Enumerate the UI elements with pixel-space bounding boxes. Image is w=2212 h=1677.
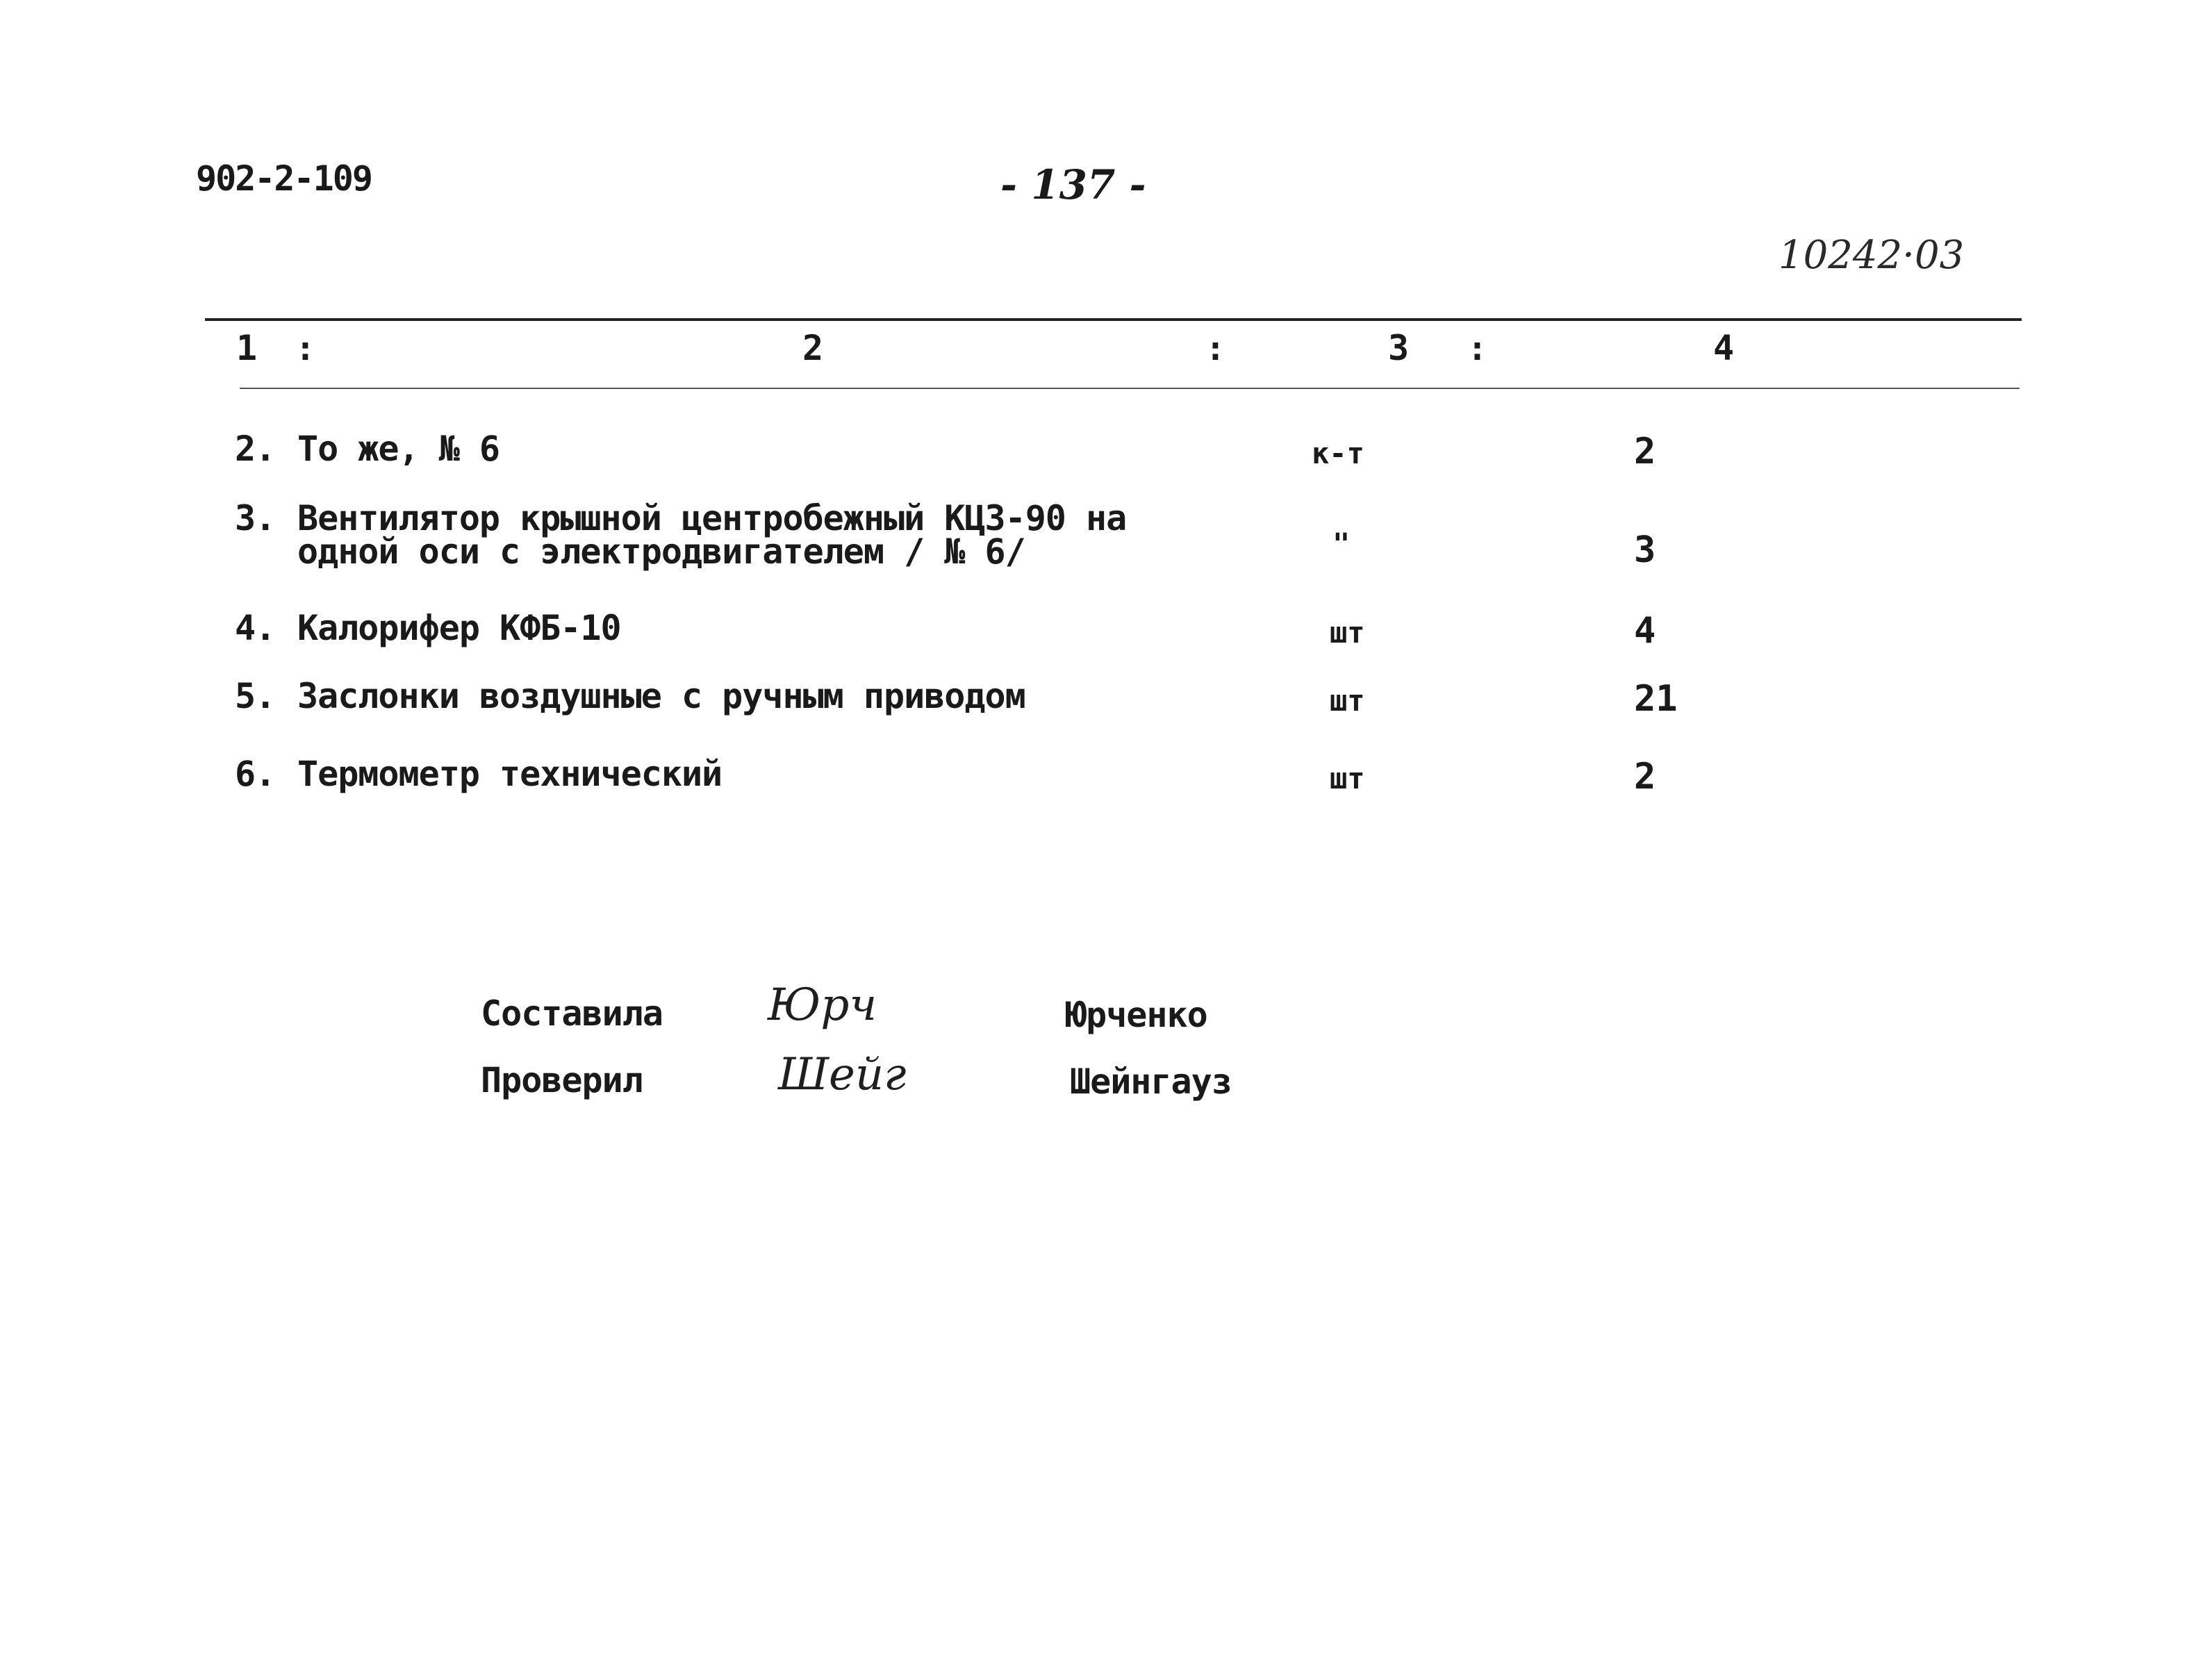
item-quantity: 2	[1634, 431, 1656, 472]
handwritten-signature: Юрч	[768, 980, 877, 1031]
item-unit: "	[1332, 527, 1351, 561]
item-unit: шт	[1330, 616, 1365, 650]
item-unit: к-т	[1312, 436, 1364, 470]
column-separator: :	[295, 329, 315, 368]
signatory-name: Шейнгауз	[1070, 1061, 1232, 1102]
column-header-4: 4	[1713, 328, 1735, 368]
item-name: То же, № 6	[297, 429, 500, 469]
row-number: 4.	[235, 608, 276, 648]
table-top-rule	[205, 318, 2022, 321]
item-quantity: 21	[1634, 678, 1678, 720]
signature-role: Составила	[481, 993, 663, 1034]
item-name-continued: одной оси с электродвигателем / № 6/	[297, 531, 1025, 572]
table-header-rule	[240, 388, 2020, 389]
page-number: - 137 -	[1000, 161, 1146, 208]
handwritten-signature: Шейг	[778, 1049, 907, 1100]
item-name: Термометр технический	[297, 754, 723, 794]
item-name: Калорифер КФБ-10	[297, 608, 621, 648]
item-unit: шт	[1330, 684, 1365, 718]
document-code: 902-2-109	[196, 158, 372, 199]
item-name: Заслонки воздушные с ручным приводом	[297, 676, 1025, 716]
item-quantity: 4	[1634, 610, 1656, 652]
row-number: 5.	[235, 676, 276, 716]
signatory-name: Юрченко	[1066, 995, 1207, 1035]
column-header-1: 1	[236, 328, 258, 368]
column-header-2: 2	[802, 328, 824, 368]
handwritten-archive-code: 10242·03	[1778, 233, 1965, 278]
item-unit: шт	[1330, 761, 1365, 795]
column-separator: :	[1467, 329, 1487, 368]
row-number: 2.	[235, 429, 276, 469]
row-number: 3.	[235, 498, 276, 538]
column-header-3: 3	[1388, 328, 1410, 368]
item-name: Вентилятор крышной центробежный КЦ3-90 на	[297, 498, 1127, 538]
row-number: 6.	[235, 754, 276, 794]
column-separator: :	[1205, 329, 1225, 368]
signature-role: Проверил	[481, 1060, 643, 1100]
item-quantity: 2	[1634, 756, 1656, 798]
item-quantity: 3	[1634, 529, 1656, 571]
